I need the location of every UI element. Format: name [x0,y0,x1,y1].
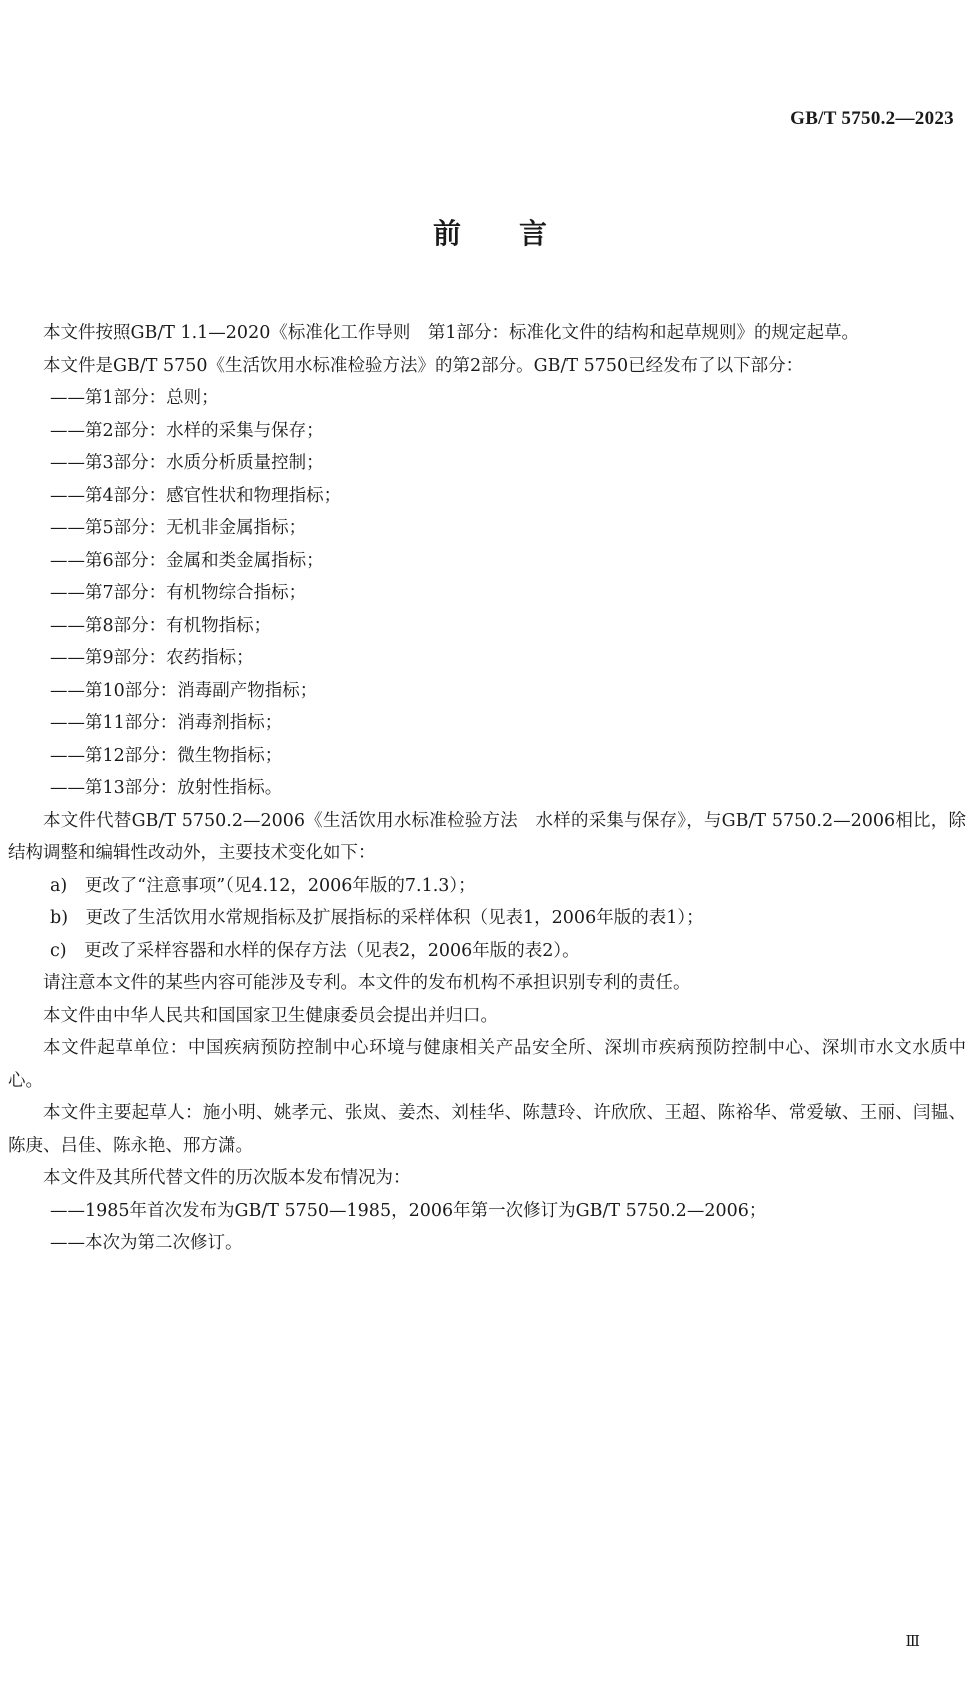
history-item: ——1985年首次发布为GB/T 5750—1985，2006年第一次修订为GB/T 5750.2—2006； [50,1200,767,1221]
part-item: ——第8部分：有机物指标； [50,615,272,636]
part-item: ——第10部分：消毒副产物指标； [50,680,318,701]
series-paragraph: 本文件是GB/T 5750《生活饮用水标准检验方法》的第2部分。GB/T 5750已经发布了以下部分： [43,355,804,376]
part-item: ——第6部分：金属和类金属指标； [50,550,324,571]
proposer-paragraph: 本文件由中华人民共和国国家卫生健康委员会提出并归口。 [43,1005,498,1026]
document-code: GB/T 5750.2—2023 [790,108,954,129]
change-item: b) 更改了生活饮用水常规指标及扩展指标的采样体积（见表1，2006年版的表1）； [50,908,704,928]
part-item: ——第5部分：无机非金属指标； [50,518,307,538]
part-item: ——第3部分：水质分析质量控制； [50,453,324,473]
drafting-basis-paragraph: 本文件按照GB/T 1.1—2020《标准化工作导则 第1部分：标准化文件的结构和起草规则》的规定起草。 [43,323,859,343]
part-item: ——第12部分：微生物指标； [50,745,283,766]
history-intro-paragraph: 本文件及其所代替文件的历次版本发布情况为： [43,1168,411,1188]
history-list [8,1195,966,1260]
drafters-paragraph: 本文件主要起草人：施小明、姚孝元、张岚、姜杰、刘桂华、陈慧玲、许欣欣、王超、陈裕华、常爱敏、王丽、闫韫、陈庚、吕佳、陈永艳、邢方潇。 [8,1103,966,1156]
part-item: ——第13部分：放射性指标。 [50,778,283,798]
change-item: a) 更改了“注意事项”（见4.12，2006年版的7.1.3）； [50,875,476,896]
drafting-units-paragraph: 本文件起草单位：中国疾病预防控制中心环境与健康相关产品安全所、深圳市疾病预防控制中心、深圳市水文水质中心。 [8,1038,966,1091]
parts-list [8,382,966,805]
part-item: ——第9部分：农药指标； [50,648,254,668]
part-item: ——第2部分：水样的采集与保存； [50,420,324,441]
change-item: c) 更改了采样容器和水样的保存方法（见表2，2006年版的表2）。 [50,940,580,961]
page-title: 前言 [432,217,605,250]
part-item: ——第11部分：消毒剂指标； [50,713,283,733]
history-item: ——本次为第二次修订。 [50,1233,243,1253]
page-number: Ⅲ [905,1634,920,1650]
patent-notice-paragraph: 请注意本文件的某些内容可能涉及专利。本文件的发布机构不承担识别专利的责任。 [43,973,691,993]
part-item: ——第1部分：总则； [50,388,219,408]
replacement-paragraph: 本文件代替GB/T 5750.2—2006《生活饮用水标准检验方法 水样的采集与保存》，与GB/T 5750.2—2006相比，除结构调整和编辑性改动外，主要技术变化如下： [8,810,966,863]
preface-content [8,317,966,1260]
changes-list [8,870,966,968]
part-item: ——第7部分：有机物综合指标； [50,583,307,603]
part-item: ——第4部分：感官性状和物理指标； [50,485,342,506]
